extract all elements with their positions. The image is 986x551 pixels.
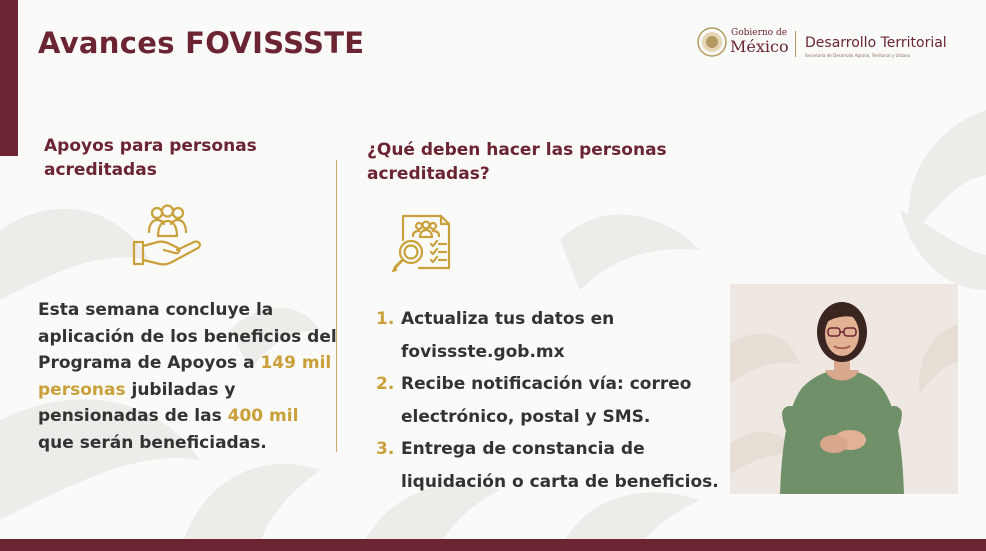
step-item bbox=[376, 303, 736, 368]
step-number: 2. bbox=[376, 374, 395, 394]
body-text-3: que serán beneficiadas. bbox=[38, 432, 267, 453]
logo-dependencia: Desarrollo Territorial bbox=[805, 35, 947, 51]
beneficios-text bbox=[38, 297, 338, 456]
logo-separator bbox=[795, 31, 796, 57]
sign-language-interpreter bbox=[730, 284, 958, 494]
step-line: fovissste.gob.mx bbox=[401, 341, 565, 362]
step-line: Entrega de constancia de bbox=[401, 439, 645, 459]
step-number: 3. bbox=[376, 439, 395, 459]
step-line: Recibe notificación vía: correo bbox=[401, 374, 692, 394]
gobierno-logo bbox=[697, 26, 957, 62]
step-line: Actualiza tus datos en bbox=[401, 309, 615, 329]
document-search-icon bbox=[389, 210, 453, 274]
left-heading: Apoyos para personas acreditadas bbox=[44, 136, 257, 180]
right-heading: ¿Qué deben hacer las personas acreditadas? bbox=[367, 140, 667, 184]
step-line: liquidación o carta de beneficios. bbox=[401, 471, 719, 492]
slide-title: Avances FOVISSSTE bbox=[38, 26, 365, 60]
logo-mexico: México bbox=[730, 37, 789, 56]
step-item bbox=[376, 368, 736, 433]
step-item bbox=[376, 433, 736, 498]
highlight-149-mil: 149 mil personas bbox=[38, 353, 332, 400]
footer-bar bbox=[0, 539, 986, 551]
interpreter-figure bbox=[730, 284, 958, 494]
body-text-1: Esta semana concluye la aplicación de los beneficios del Programa de Apoyos a bbox=[38, 300, 337, 373]
step-line: electrónico, postal y SMS. bbox=[401, 406, 651, 427]
step-number: 1. bbox=[376, 309, 395, 329]
steps-list bbox=[376, 303, 736, 498]
body-text-2: jubiladas y pensionadas de las bbox=[38, 379, 236, 426]
logo-gobierno-de: Gobierno de bbox=[731, 28, 788, 38]
logo-tagline: Secretaría de Desarrollo Agrario, Territorial y Urbano bbox=[805, 53, 911, 58]
highlight-400-mil: 400 mil bbox=[227, 406, 299, 426]
accent-bar bbox=[0, 0, 18, 156]
hand-people-icon bbox=[130, 204, 206, 268]
seal-icon bbox=[697, 27, 727, 57]
